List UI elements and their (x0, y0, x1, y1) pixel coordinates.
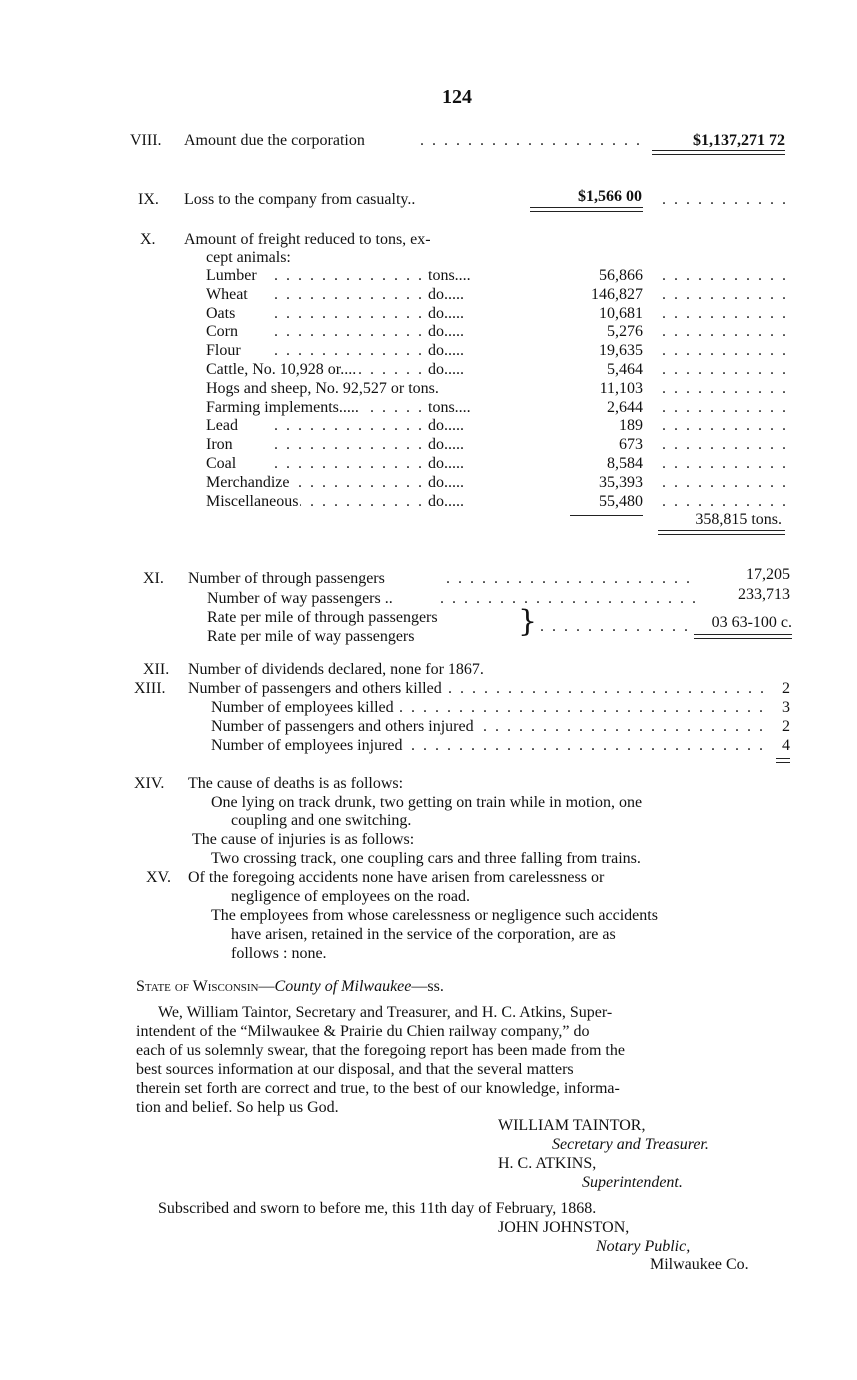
freight-row-label: Oats (206, 304, 236, 322)
xv-line5: follows : none. (231, 945, 327, 962)
notary-title: Notary Public, (596, 1238, 691, 1255)
section-ix-value: $1,566 00 (578, 188, 642, 205)
leader-dots (274, 454, 424, 473)
section-x-heading-line2: cept animals: (206, 249, 291, 266)
way-passengers-value: 233,713 (738, 586, 790, 603)
venue-county: County of Milwaukee (274, 978, 412, 995)
leader-dots (662, 360, 786, 379)
freight-row-value: 19,635 (599, 342, 643, 360)
deaths-line1: One lying on track drunk, two getting on train while in motion, one (211, 794, 643, 811)
leader-dots (274, 473, 424, 492)
freight-row-unit: do..... (428, 342, 464, 360)
xv-line4: have arisen, retained in the service of the corporation, are as (231, 926, 616, 943)
freight-row-unit: do..... (428, 361, 464, 378)
leader-dots (662, 379, 786, 398)
leader-dots (662, 190, 786, 209)
leader-dots (662, 304, 786, 323)
injuries-line: Two crossing track, one coupling cars and three falling from trains. (211, 850, 641, 867)
freight-row-value: 146,827 (591, 285, 643, 303)
leader-dots (662, 416, 786, 435)
section-ix-number: IX. (138, 191, 159, 208)
notary-name: JOHN JOHNSTON, (498, 1219, 630, 1236)
freight-row-value: 5,276 (607, 323, 643, 341)
notary-place: Milwaukee Co. (650, 1256, 749, 1273)
section-viii-number: VIII. (130, 132, 162, 149)
freight-row-label: Miscellaneous (206, 492, 299, 510)
freight-row-label: Coal (206, 455, 237, 472)
double-rule (658, 530, 785, 535)
freight-row-unit: do..... (428, 492, 464, 510)
single-rule (570, 515, 643, 516)
double-rule (694, 634, 792, 639)
double-rule (776, 758, 790, 763)
freight-row-value: 189 (619, 417, 643, 435)
freight-row-unit: do..... (428, 323, 464, 341)
section-xii-text: Number of dividends declared, none for 1867. (188, 661, 484, 678)
venue-line (136, 977, 444, 996)
freight-row-value: 2,644 (607, 398, 643, 416)
leader-dots (662, 435, 786, 454)
leader-dots (274, 416, 424, 435)
xv-line1: Of the foregoing accidents none have arisen from carelessness or (188, 869, 605, 886)
oath-line4: best sources information at our disposal, and that the several matters (136, 1061, 574, 1078)
section-ix-label: Loss to the company from casualty.. (184, 191, 416, 208)
freight-row-label: Corn (206, 323, 238, 341)
section-viii-value: $1,137,271 72 (693, 132, 785, 149)
venue-ss: —ss. (411, 978, 444, 995)
casualty-row-label: Number of passengers and others killed (188, 680, 442, 697)
freight-row-unit: tons.... (428, 398, 471, 416)
leader-dots (662, 398, 786, 417)
freight-row-unit: do..... (428, 285, 464, 303)
oath-line2: intendent of the “Milwaukee & Prairie du Chien railway company,” do (136, 1023, 590, 1040)
freight-row-value: 5,464 (607, 361, 643, 378)
oath-line1: We, William Taintor, Secretary and Treasurer, and H. C. Atkins, Super- (158, 1004, 613, 1021)
leader-dots (274, 435, 424, 454)
freight-row-value: 673 (619, 436, 643, 454)
leader-dots (420, 131, 645, 150)
venue-state: State of Wisconsin— (136, 978, 275, 995)
rate-through-label: Rate per mile of through passengers (207, 609, 438, 626)
casualty-row-value: 2 (782, 680, 790, 697)
freight-row-value: 55,480 (599, 492, 643, 510)
leader-dots (274, 304, 424, 323)
leader-dots (662, 473, 786, 492)
section-xiv-number: XIV. (134, 775, 165, 792)
casualty-row-label: Number of employees injured (211, 737, 403, 754)
freight-row-unit: do..... (428, 455, 464, 472)
leader-dots (662, 266, 786, 285)
section-x-number: X. (140, 231, 156, 248)
deaths-heading: The cause of deaths is as follows: (188, 775, 404, 792)
leader-dots (662, 454, 786, 473)
freight-row-unit: do..... (428, 304, 464, 322)
oath-line6: tion and belief. So help us God. (136, 1099, 339, 1116)
leader-dots (440, 589, 696, 608)
brace-icon: } (518, 604, 538, 639)
section-viii-label: Amount due the corporation (184, 132, 365, 149)
signer1-name: WILLIAM TAINTOR, (498, 1117, 646, 1134)
freight-row-value: 35,393 (599, 473, 643, 491)
injuries-heading: The cause of injuries is as follows: (192, 831, 415, 848)
casualty-row-value: 4 (782, 737, 790, 754)
deaths-line2: coupling and one switching. (231, 812, 412, 829)
leader-dots (274, 285, 424, 304)
casualty-row-value: 2 (782, 718, 790, 735)
xv-line2: negligence of employees on the road. (231, 888, 471, 905)
signer2-title: Superintendent. (582, 1174, 683, 1191)
freight-row-label: Farming implements..... (206, 398, 359, 416)
oath-line3: each of us solemnly swear, that the foregoing report has been made from the (136, 1042, 625, 1059)
leader-dots (274, 266, 424, 285)
section-xiii-number: XIII. (134, 680, 166, 697)
freight-row-label: Cattle, No. 10,928 or.... (206, 361, 357, 378)
rate-way-label: Rate per mile of way passengers (207, 628, 415, 645)
casualty-row-label: Number of passengers and others injured (211, 718, 474, 735)
freight-row-value: 10,681 (599, 304, 643, 322)
signer1-title: Secretary and Treasurer. (552, 1136, 709, 1153)
freight-row-value: 56,866 (599, 267, 643, 284)
leader-dots (540, 617, 692, 636)
leader-dots (662, 322, 786, 341)
leader-dots (662, 285, 786, 304)
freight-row-value: 8,584 (607, 455, 643, 472)
freight-row-value: 11,103 (599, 379, 643, 397)
section-xv-number: XV. (146, 869, 172, 886)
freight-row-unit: do..... (428, 473, 464, 491)
leader-dots (446, 569, 696, 588)
section-x-heading-line1: Amount of freight reduced to tons, ex- (184, 231, 431, 248)
freight-row-label: Wheat (206, 285, 248, 303)
freight-row-label: Lead (206, 417, 238, 435)
rate-value: 03 63-100 c. (711, 614, 792, 631)
oath-line5: therein set forth are correct and true, to the best of our knowledge, informa- (136, 1080, 620, 1097)
freight-row-unit: do..... (428, 417, 464, 435)
freight-row-unit: tons.... (428, 267, 471, 284)
freight-row-unit: do..... (428, 436, 464, 454)
casualty-row-label: Number of employees killed (211, 699, 394, 716)
leader-dots (274, 341, 424, 360)
section-xi-number: XI. (143, 570, 164, 587)
freight-row-label: Flour (206, 342, 241, 360)
freight-row-label: Iron (206, 436, 233, 454)
through-passengers-value: 17,205 (746, 566, 790, 583)
jurat-text: Subscribed and sworn to before me, this 11th day of February, 1868. (158, 1200, 597, 1217)
freight-row-label: Hogs and sheep, No. 92,527 or tons. (206, 379, 439, 397)
through-passengers-label: Number of through passengers (188, 570, 385, 587)
leader-dots (274, 322, 424, 341)
page-number: 124 (442, 86, 472, 108)
section-xii-number: XII. (143, 661, 170, 678)
xv-line3: The employees from whose carelessness or negligence such accidents (211, 907, 658, 924)
double-rule (652, 150, 785, 155)
freight-row-label: Merchandize (206, 473, 290, 491)
freight-total: 358,815 tons. (695, 511, 782, 528)
way-passengers-label: Number of way passengers .. (207, 590, 393, 607)
freight-row-label: Lumber (206, 267, 257, 284)
casualty-row-value: 3 (782, 699, 790, 716)
double-rule (530, 207, 643, 212)
signer2-name: H. C. ATKINS, (498, 1155, 597, 1172)
leader-dots (662, 492, 786, 511)
leader-dots (662, 341, 786, 360)
